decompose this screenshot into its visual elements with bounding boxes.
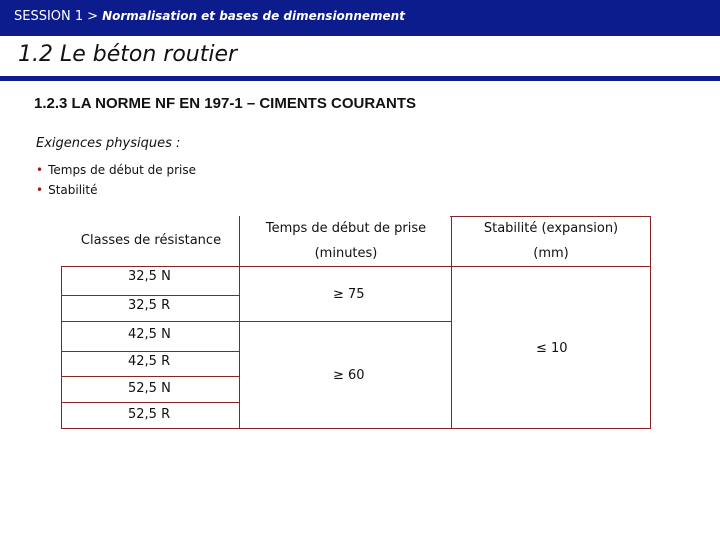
table-border — [61, 266, 62, 429]
table-border — [451, 216, 452, 429]
table-border — [450, 216, 650, 217]
table-row-class: 52,5 N — [128, 381, 171, 396]
table-border — [61, 266, 651, 267]
table-header-class: Classes de résistance — [80, 233, 222, 248]
table-row-class: 42,5 R — [128, 354, 171, 369]
top-banner — [0, 0, 720, 36]
list-item — [36, 160, 196, 180]
requirements-label: Exigences physiques : — [36, 136, 181, 151]
table-header-time: Temps de début de prise — [265, 221, 427, 236]
table-header-stability-unit: (mm) — [533, 246, 569, 261]
table-header-stability: Stabilité (expansion) — [483, 221, 619, 236]
bullet-icon: • — [36, 163, 44, 177]
table-border — [61, 376, 239, 377]
table-border — [650, 216, 651, 429]
table-border — [61, 428, 651, 429]
section-heading: 1.2.3 LA NORME NF EN 197-1 – CIMENTS COURANTS — [34, 95, 417, 112]
table-border — [61, 321, 451, 322]
slide-title: 1.2 Le béton routier — [18, 42, 238, 67]
time-value-group2: ≥ 60 — [333, 368, 365, 383]
breadcrumb — [14, 9, 405, 24]
stability-value: ≤ 10 — [536, 341, 568, 356]
breadcrumb-separator: > — [87, 9, 99, 24]
table-border — [61, 351, 239, 352]
table-row-class: 32,5 N — [128, 269, 171, 284]
table-border — [239, 216, 240, 429]
table-row-class: 32,5 R — [128, 298, 171, 313]
table-border — [61, 402, 239, 403]
list-item-label: Stabilité — [48, 183, 98, 197]
list-item-label: Temps de début de prise — [48, 163, 197, 177]
requirements-list — [36, 160, 196, 200]
session-label: SESSION 1 — [14, 9, 84, 24]
table-row-class: 42,5 N — [128, 327, 171, 342]
table-row-class: 52,5 R — [128, 407, 171, 422]
bullet-icon: • — [36, 183, 44, 197]
list-item — [36, 180, 196, 200]
title-bar — [0, 36, 720, 81]
session-subtitle: Normalisation et bases de dimensionnement — [102, 9, 405, 23]
table-header-time-unit: (minutes) — [314, 246, 378, 261]
table-border — [61, 295, 239, 296]
time-value-group1: ≥ 75 — [333, 287, 365, 302]
